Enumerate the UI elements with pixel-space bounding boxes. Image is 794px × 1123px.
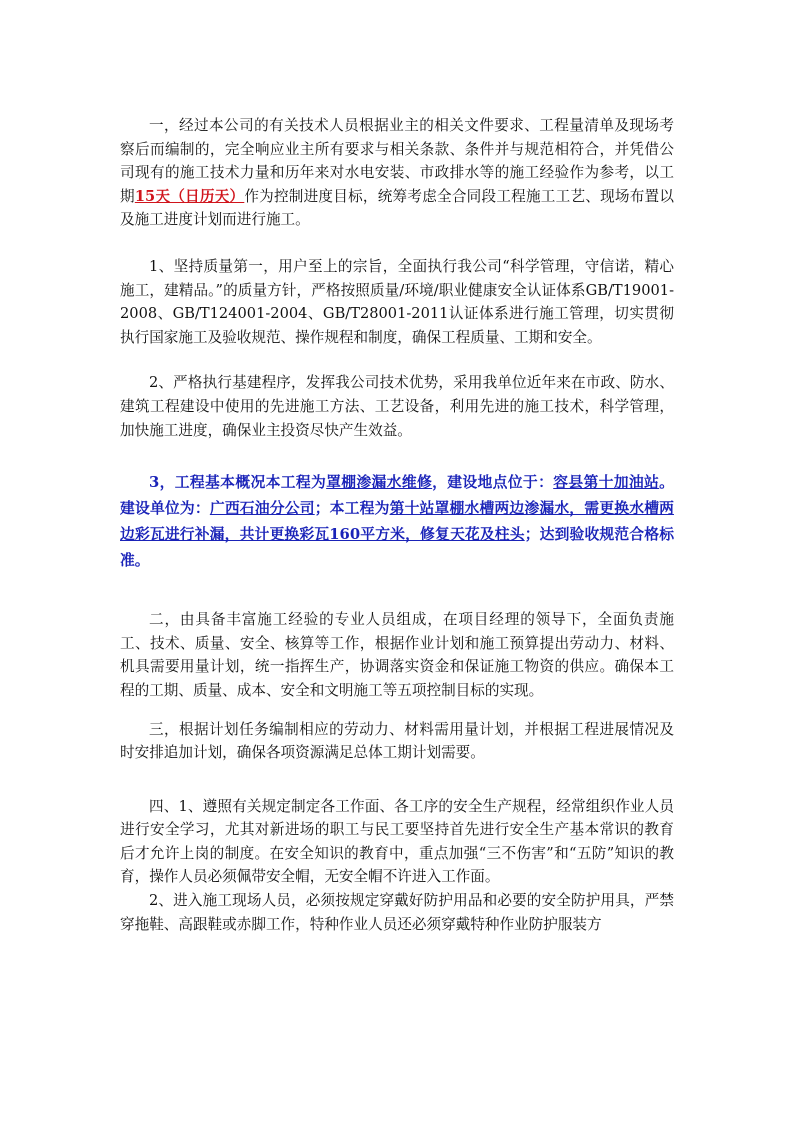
- paragraph-organization: 二，由具备丰富施工经验的专业人员组成，在项目经理的领导下，全面负责施工、技术、质量、安全、核算等工作，根据作业计划和施工预算提出劳动力、材料、机具需要用量计划，统一指挥生产，协调落实资金和保证施工物资的供应。确保本工程的工期、质量、成本、安全和文明施工等五项控制目标的实现。: [120, 611, 674, 699]
- paragraph-one-text-a: 一，经过本公司的有关技术人员根据业主的相关文件要求、工程量清单及现场考察后而编制的，完全响应业主所有要求与相关条款、条件并与规范相符合，并凭借公司现有的施工技术力量和历年来对水电安装、市政排水等的施工经验作为参考，以工期: [120, 117, 674, 205]
- overview-text-2: ，建设地点位于：: [432, 474, 554, 492]
- overview-text-1: 3，工程基本概况本工程为: [149, 474, 327, 492]
- overview-text-5: ；达到验收规范合格标准。: [120, 526, 674, 570]
- overview-scope: 第十站罩棚水槽两边渗漏水，需更换水槽两边彩瓦进行补漏，共计更换彩瓦160平方米，修复天花及柱头: [120, 500, 674, 544]
- paragraph-resource-plan: 三，根据计划任务编制相应的劳动力、材料需用量计划，并根据工程进展情况及时安排追加计划，确保各项资源满足总体工期计划需要。: [120, 720, 674, 762]
- paragraph-procedure: 2、严格执行基建程序，发挥我公司技术优势，采用我单位近年来在市政、防水、建筑工程建设中使用的先进施工方法、工艺设备，利用先进的施工技术，科学管理，加快施工进度，确保业主投资尽快产生效益。: [120, 374, 674, 439]
- duration-highlight: 15天（日历天）: [134, 187, 245, 205]
- paragraph-protective-gear: 2、进入施工现场人员，必须按规定穿戴好防护用品和必要的安全防护用具，严禁穿拖鞋、高跟鞋或赤脚工作，特种作业人员还必须穿戴特种作业防护服装方: [120, 892, 674, 933]
- paragraph-safety-rules: 四、1、遵照有关规定制定各工作面、各工序的安全生产规程，经常组织作业人员进行安全学习，尤其对新进场的职工与民工要坚持首先进行安全生产基本常识的教育后才允许上岗的制度。在安全知识的教育中，重点加强“三不伤害”和“五防”知识的教育，操作人员必须佩带安全帽，无安全帽不许进入工作面。: [120, 797, 674, 886]
- paragraph-one-text-b: 作为控制进度目标，统筹考虑全合同段工程施工工艺、现场布置以及施工进度计划而进行施工。: [120, 187, 674, 229]
- overview-location: 容县第十加油站: [553, 474, 660, 492]
- overview-project-name: 罩棚渗漏水维修: [326, 474, 433, 492]
- overview-text-4: ；本工程为: [314, 500, 390, 518]
- paragraph-quality: 1、坚持质量第一，用户至上的宗旨，全面执行我公司“科学管理，守信诺，精心施工，建精品。”的质量方针，严格按照质量/环境/职业健康安全认证体系GB/T19001-2008、GB/T124001-2004、GB/T28001-2011认证体系进行施工管理，切实贯彻执行国家施工及验收规范、操作规程和制度，确保工程质量、工期和安全。: [120, 257, 674, 346]
- paragraph-one: [120, 114, 674, 232]
- overview-text-3: 。建设单位为：: [120, 474, 674, 518]
- overview-client: 广西石油分公司: [209, 500, 315, 518]
- document-page: [120, 114, 674, 936]
- paragraph-project-overview: [120, 470, 674, 574]
